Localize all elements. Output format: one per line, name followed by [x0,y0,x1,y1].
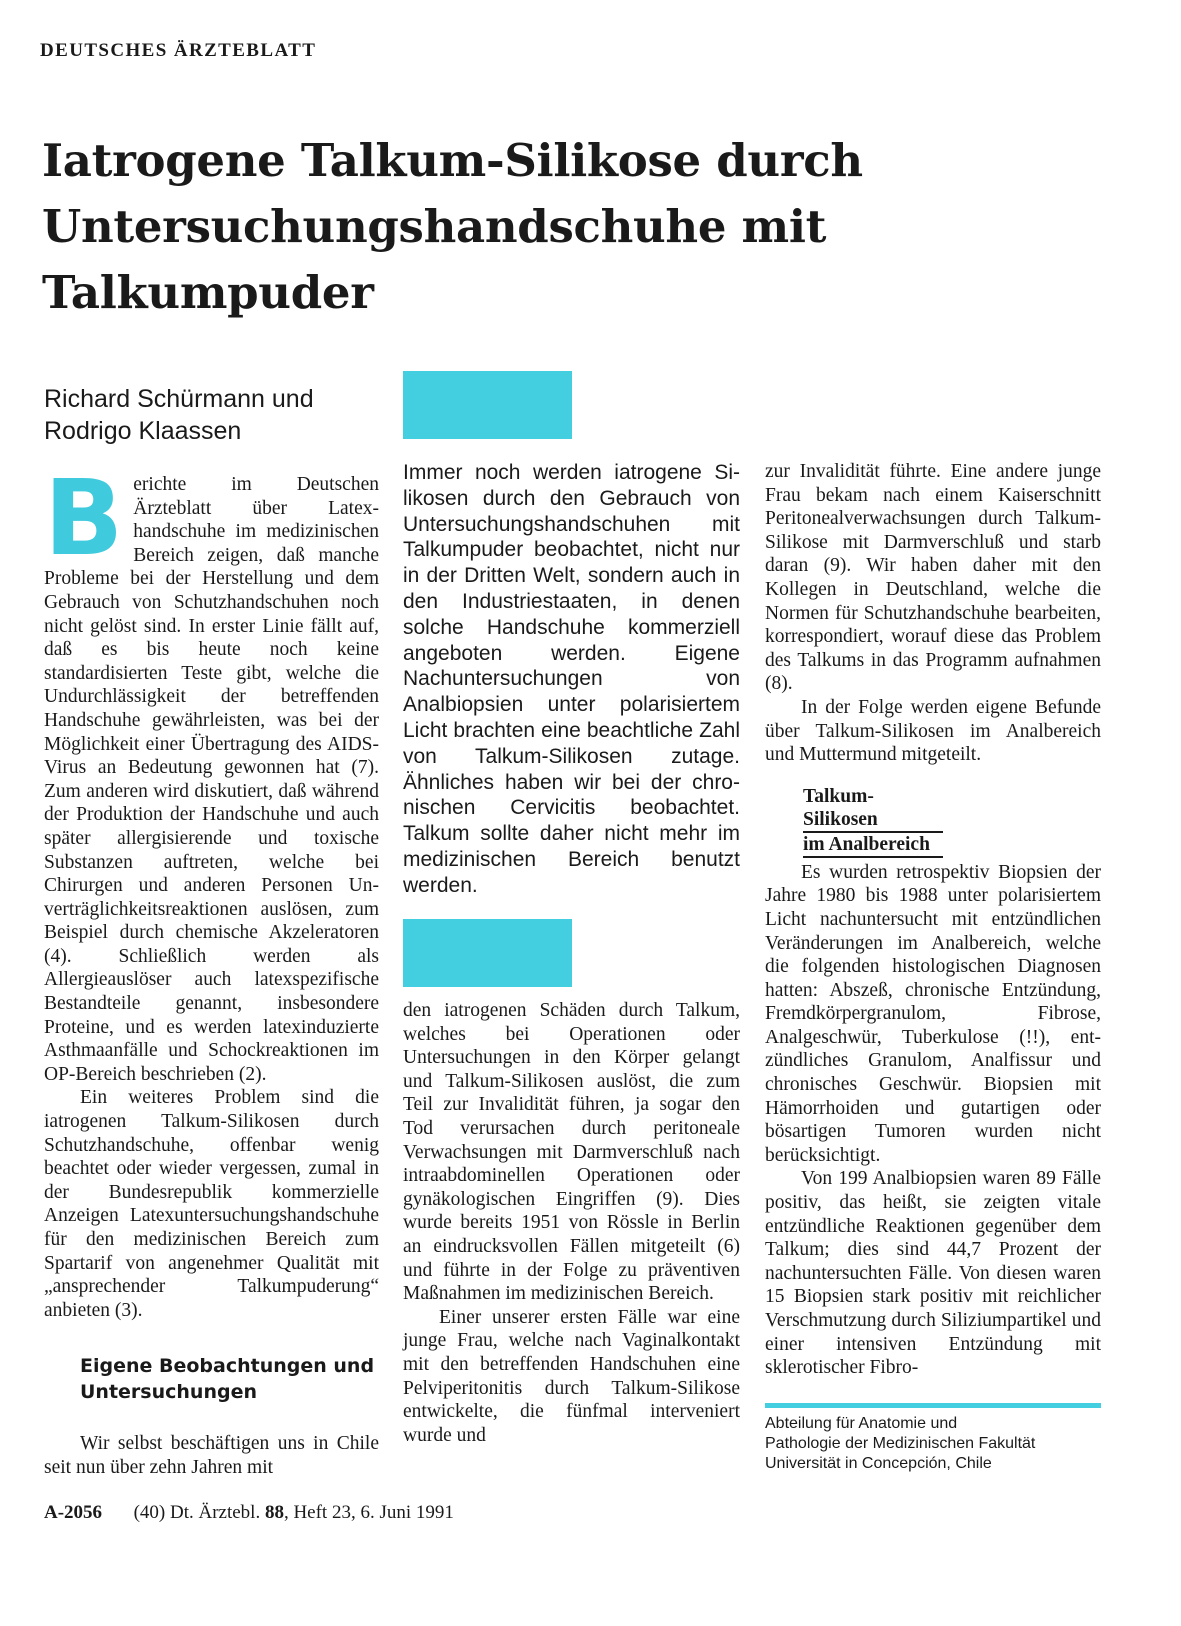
column-1-continued [44,1432,379,1479]
decorative-cyan-box-middle [403,919,572,987]
paragraph-biopsies: Es wurden retrospektiv Biopsien der Jahre 1980 bis 1988 unter polarisiertem Licht nachuntersucht mit entzündlichen Veränderungen im Analbereich, welche die folgenden histologischen Diagnosen hatten: Abszeß, chronische Entzündung, Fremdkörpergranulom, Fibrose, Analgeschwür, Tuberkulose (!!), entzündliches Granulom, Analfissur und chronisches Geschwür. Biopsien mit Hämorrhoiden und gutartigen oder bösartigen Tumoren wurden nicht berücksichtigt. [765,861,1101,1166]
journal-name: DEUTSCHES ÄRZTEBLATT [40,40,317,61]
paragraph-own-work: Wir selbst beschäftigen uns in Chile seit nun über zehn Jahren mit [44,1433,379,1478]
subheading-anal [803,785,1101,858]
subheading-line-1: Talkum-Silikosen [803,785,943,833]
paragraph-intro: erichte im Deutschen Ärzteblatt über Latexhandschuhe im medizinischen Bereich zeigen, daß manche Probleme bei der Herstellung und dem Gebrauch von Schutzhandschuhen noch nicht gelöst sind. In erster Linie fällt auf, daß es bis heute noch keine standardisierten Teste gibt, welche die Undurchlässigkeit der betreffenden Handschuhe gewährleisten, was bei der Möglichkeit einer Übertragung des AIDS-Virus an Bedeutung gewonnen hat (7). Zum anderen wird diskutiert, daß während der Produktion der Handschuhe und auch später allergisierende und toxische Substanzen auftreten, welche bei Chirurgen und anderen Personen Unverträglichkeitsreaktionen auslösen, zum Beispiel durch chemische Akzeleratoren (4). Schließlich werden als Allergieauslöser auch latexspezifische Bestandteile genannt, insbesondere Proteine, und es werden latexinduzierte Asthmaanfälle und Schockreaktionen im OP-Bereich beschrieben (2). [44,474,379,1085]
column-2 [403,999,740,1447]
paragraph-findings-intro: In der Folge werden eigene Befunde über Talkum-Silikosen im Analbereich und Muttermund mitgeteilt. [765,696,1101,766]
article-title: Iatrogene Talkum-Silikose durch Untersuchungshandschuhe mit Talkumpuder [42,134,863,319]
column-3 [765,460,1101,1380]
page-footer [44,1502,454,1524]
section-heading: Eigene Beobachtungen und Untersuchungen [80,1355,375,1403]
paragraph-results: Von 199 Analbiopsien waren 89 Fälle positiv, das heißt, sie zeigten vitale entzündliche Reaktionen gegenüber dem Talkum; dies sind 44,7 Prozent der nachuntersuchten Fälle. Von diesen waren 15 Biopsien stark positiv mit reichlicher Verschmutzung durch Siliziumpartikel und einer intensiven Entzündung mit sklerotischer Fibro- [765,1168,1101,1379]
authors [44,383,314,447]
author-line-2: Rodrigo Klaassen [44,417,242,445]
decorative-cyan-box-top [403,371,572,439]
volume-number: 88 [264,1502,284,1523]
affiliation-line-1: Abteilung für Anatomie und [765,1415,958,1432]
paragraph-first-case: Einer unserer ersten Fälle war eine junge Frau, welche nach Vaginalkontakt mit den betreffenden Handschuhen eine Pelviperitonitis durch Talkum-Silikose entwickelte, die fünfmal interveniert wurde und [403,1306,740,1446]
affiliation-line-2: Pathologie der Medizinischen Fakultät [765,1435,1036,1452]
column-1-intro [44,457,379,1322]
abstract: Immer noch werden iatrogene Silikosen durch den Gebrauch von Untersuchungshandschuhen mit Talkumpuder beobachtet, nicht nur in der Dritten Welt, sondern auch in den Industriestaaten, in denen solche Handschuhe kommerziell angeboten werden. Eigene Nachuntersuchungen von Analbiopsien unter polarisiertem Licht brachten eine beachtliche Zahl von Talkum-Silikosen zutage. Ähnliches haben wir bei der chronischen Cervicitis beobachtet. Talkum sollte daher nicht mehr im medizinischen Bereich benutzt werden. [403,461,740,897]
affiliation-divider [765,1403,1101,1408]
subheading-line-2: im Analbereich [803,833,943,858]
drop-cap: B [44,457,124,579]
paragraph-damage: den iatrogenen Schäden durch Talkum, welches bei Operationen oder Untersuchungen in den Körper gelangt und Talkum-Silikosen auslöst, die zum Teil zur Invalidität führen, ja sogar den Tod verursachen durch peritoneale Verwachsungen mit Darmverschluß nach intraabdominellen Operationen oder gynäkologischen Eingriffen (9). Dies wurde bereits 1951 von Rössle in Berlin an eindrucksvollen Fällen mitgeteilt (6) und führte in der Folge zu präventiven Maßnahmen im medizinischen Bereich. [403,1000,740,1305]
page-number: A-2056 [44,1502,103,1523]
citation-prefix: (40) Dt. Ärztebl. [133,1502,261,1523]
paragraph-second-case: zur Invalidität führte. Eine andere junge Frau bekam nach einem Kaiserschnitt Peritonealverwachsungen durch Talkum-Silikose mit Darmverschluß und starb daran (9). Wir haben daher mit den Kollegen in Deutschland, welche die Normen für Schutzhandschuhe bearbeiten, korrespondiert, worauf diese das Problem des Talkums in das Programm aufnahmen (8). [765,461,1101,695]
author-line-1: Richard Schürmann und [44,385,314,413]
affiliation [765,1414,1101,1474]
paragraph-problem: Ein weiteres Problem sind die iatrogenen Talkum-Silikosen durch Schutzhandschuhe, offenbar wenig beachtet oder wieder vergessen, zumal in der Bundesrepublik kommerzielle Anzeigen Latexuntersuchungshandschuhe für den medizinischen Bereich zum Spartarif von angenehmer Qualität mit „ansprechender Talkumpuderung“ anbieten (3). [44,1087,379,1321]
citation-suffix: , Heft 23, 6. Juni 1991 [283,1502,454,1523]
affiliation-line-3: Universität in Concepción, Chile [765,1455,992,1472]
